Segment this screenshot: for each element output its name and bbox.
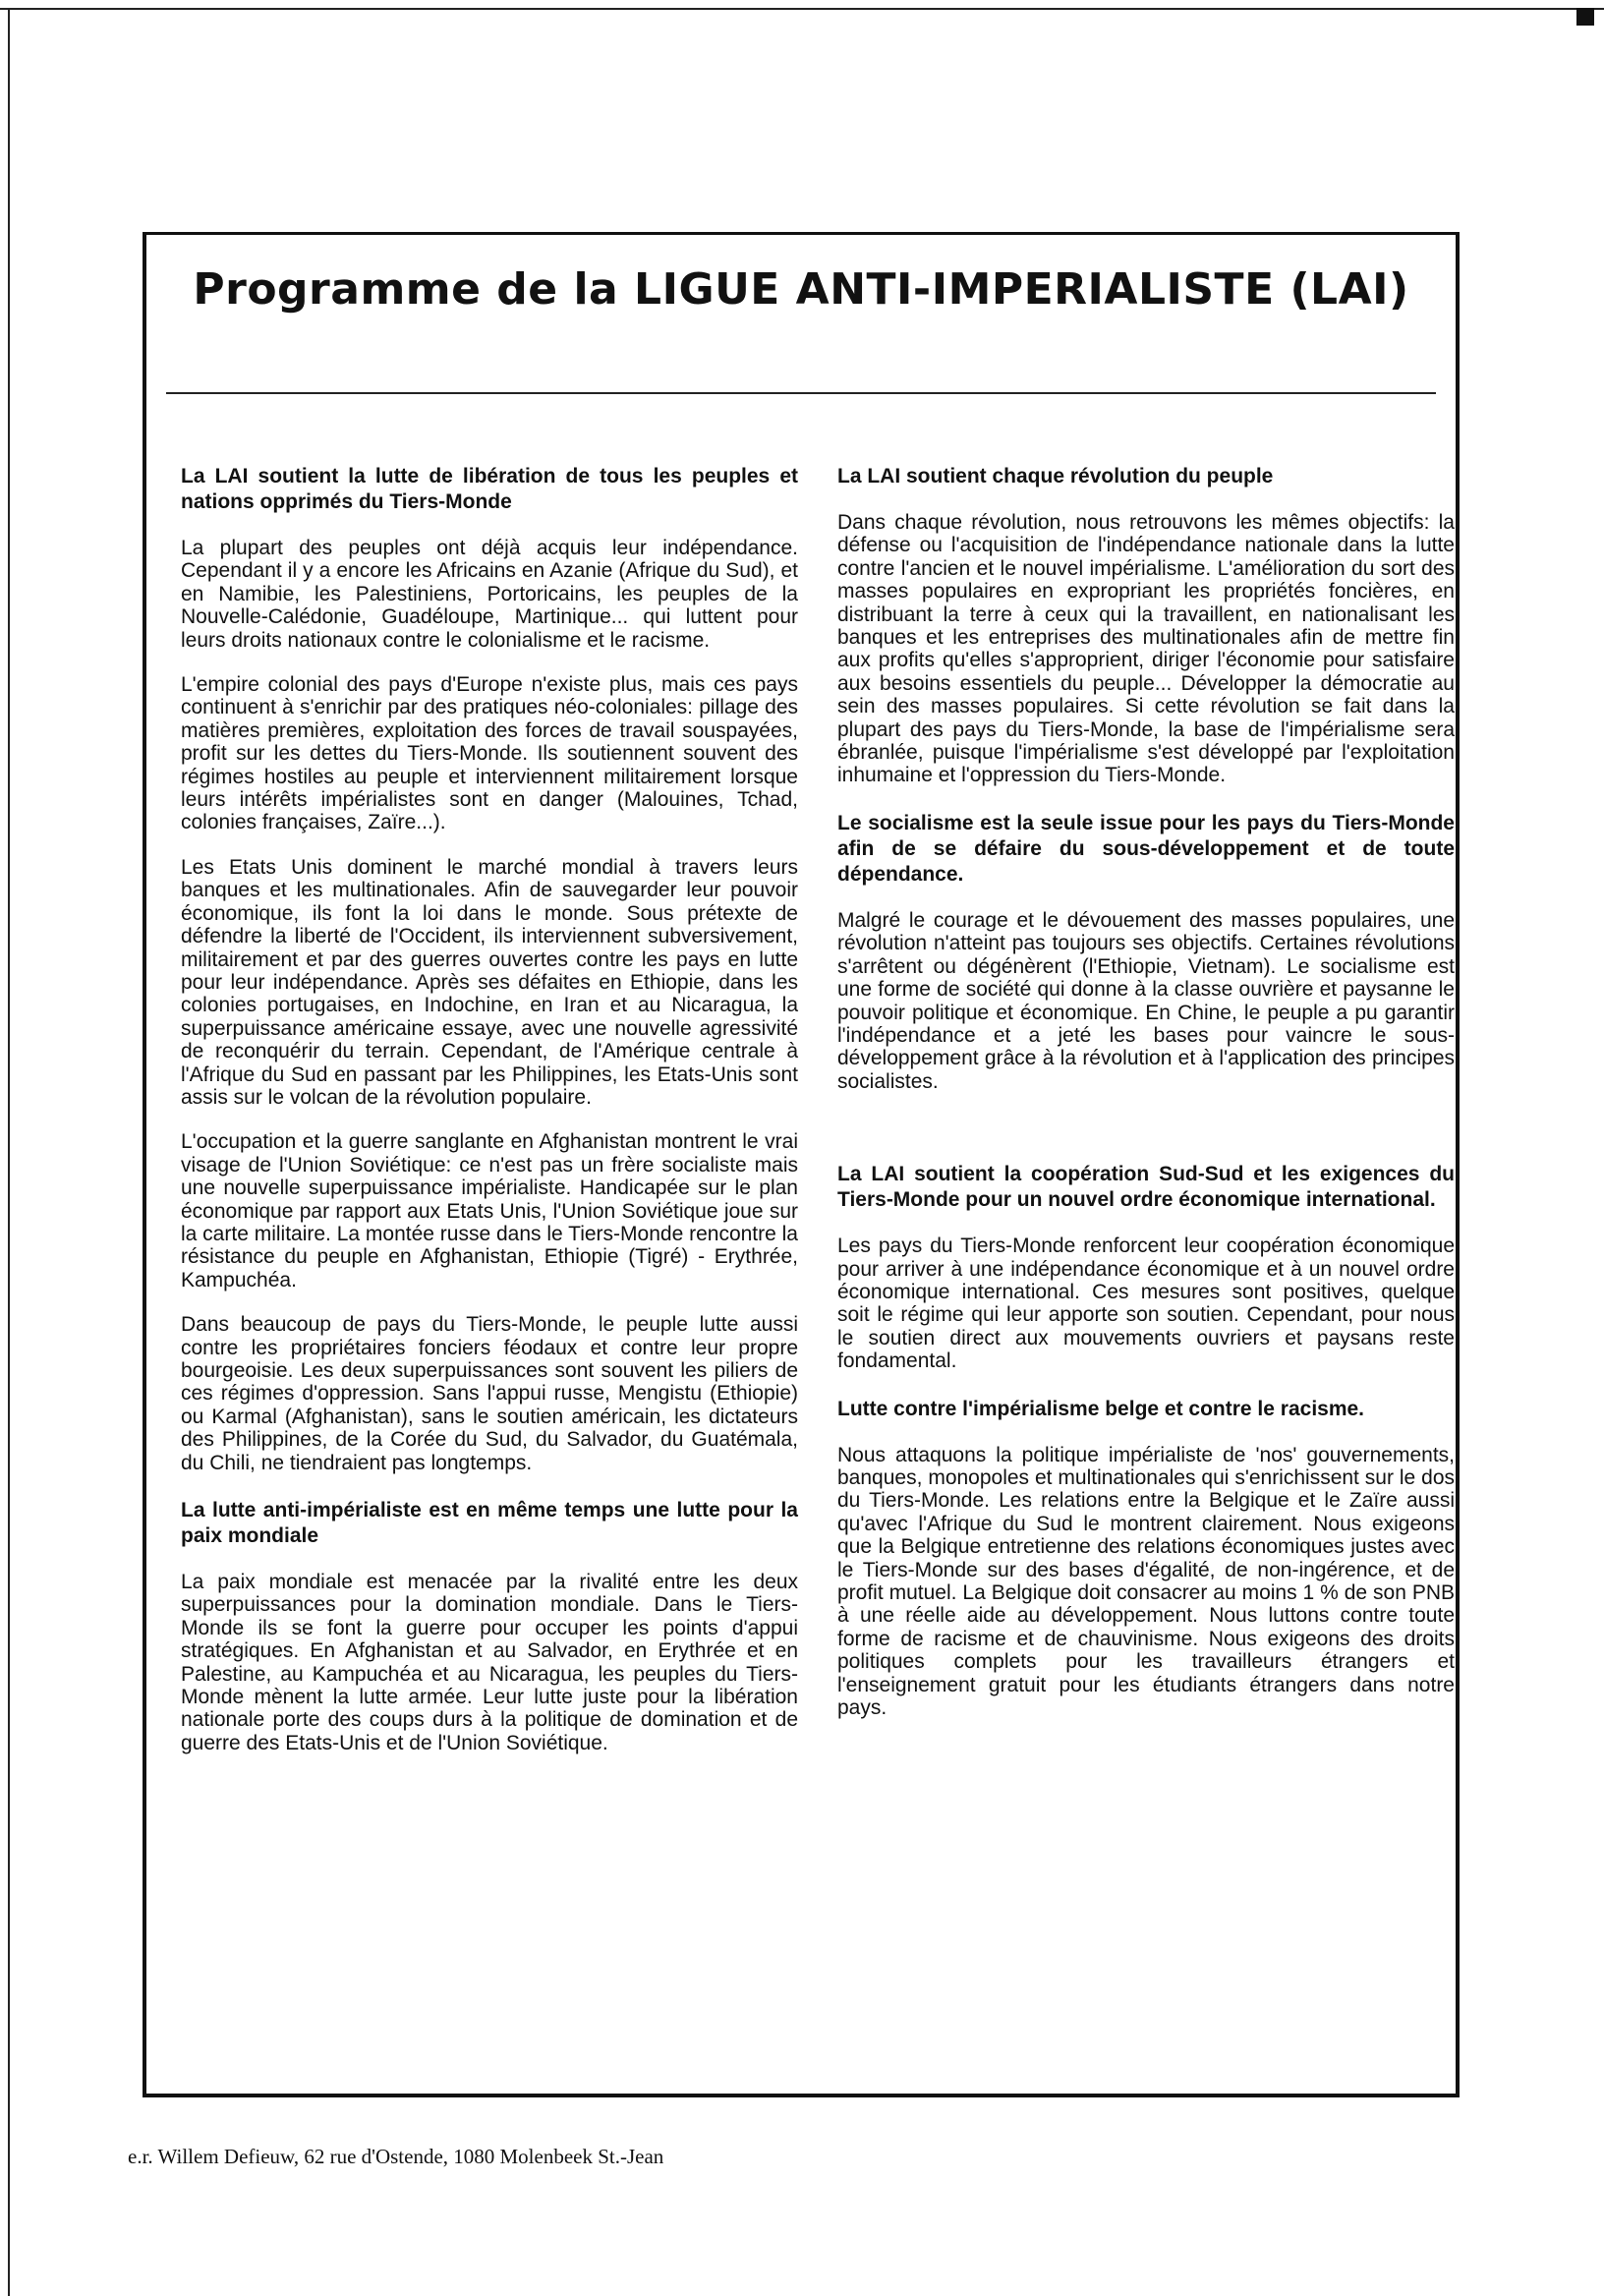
page-title: Programme de la LIGUE ANTI-IMPERIALISTE (LAI) [193,264,1409,315]
paragraph: Malgré le courage et le dévouement des masses populaires, une révolution n'atteint pas toujours ses objectifs. Certaines révolutions s'arrêtent ou dégénèrent (l'Ethiopie, Vietnam). Le socialisme est une forme de société qui donne à la classe ouvrière et paysanne le pouvoir politique et économique. En Chine, le peuple a pu garantir l'indépendance et a jeté les bases pour vaincre le sous-développement grâce à la révolution et à l'application des principes socialistes. [837,908,1455,1093]
paragraph: Nous attaquons la politique impérialiste de 'nos' gouvernements, banques, monopoles et multinationales qui s'enrichissent sur le dos du Tiers-Monde. Les relations entre la Belgique et le Zaïre aussi qu'avec l'Afrique du Sud le montrent clairement. Nous exigeons que la Belgique entretienne des relations économiques justes avec le Tiers-Monde sur des bases d'égalité, de non-ingérence, et de profit mutuel. La Belgique doit consacrer au moins 1 % de son PNB à une réelle aide au développement. Nous luttons contre toute forme de racisme et de chauvinisme. Nous exigeons des droits politiques complets pour les travailleurs étrangers et l'enseignement gratuit pour les étudiants étrangers dans notre pays. [837,1443,1455,1720]
scan-edge-left [8,8,10,2296]
section-liberation [181,464,798,1474]
right-column [837,464,1455,1743]
title-divider [166,392,1436,394]
scan-corner-mark [1576,8,1594,26]
paragraph: La plupart des peuples ont déjà acquis leur indépendance. Cependant il y a encore les Africains en Azanie (Afrique du Sud), et en Namibie, les Palestiniens, Portoricains, les peuples de la Nouvelle-Calédonie, Guadéloupe, Martinique... qui luttent pour leurs droits nationaux contre le colonialisme et le racisme. [181,537,798,652]
paragraph: La paix mondiale est menacée par la rivalité entre les deux superpuissances pour la domination mondiale. Dans le Tiers-Monde ils se font la guerre pour occuper les points d'appui stratégiques. En Afghanistan et au Salvador, en Erythrée et en Palestine, au Kampuchéa et au Nicaragua, les peuples du Tiers-Monde mènent la lutte armée. Leur lutte juste pour la libération nationale porte des coups durs à la politique de domination et de guerre des Etats-Unis et de l'Union Soviétique. [181,1571,798,1754]
column-spacer [837,1117,1455,1162]
paragraph: L'occupation et la guerre sanglante en Afghanistan montrent le vrai visage de l'Union Soviétique: ce n'est pas un frère socialiste mais une nouvelle superpuissance impérialiste. Handicapée sur le plan économique par rapport aux Etats Unis, l'Union Soviétique joue sur la carte militaire. La montée russe dans le Tiers-Monde rencontre la résistance du peuple en Afghanistan, Ethiopie (Tigré) - Erythrée, Kampuchéa. [181,1130,798,1292]
section-heading: La LAI soutient la lutte de libération de tous les peuples et nations opprimés du Tiers-Monde [181,465,798,513]
paragraph: L'empire colonial des pays d'Europe n'existe plus, mais ces pays continuent à s'enrichir par des pratiques néo-coloniales: pillage des matières premières, exploitation des forces de travail souspayées, profit sur les dettes du Tiers-Monde. Ils soutiennent souvent des régimes hostiles au peuple et interviennent militairement lorsque leurs intérêts impérialistes sont en danger (Malouines, Tchad, colonies françaises, Zaïre...). [181,673,798,834]
section-heading: La LAI soutient chaque révolution du peuple [837,465,1274,488]
paragraph: Les pays du Tiers-Monde renforcent leur coopération économique pour arriver à une indépendance économique et à un nouvel ordre économique international. Ces mesures sont positives, quelque soit le régime qui leur apporte son soutien. Cependant, pour nous le soutien direct aux mouvements ouvriers et paysans reste fondamental. [837,1234,1455,1373]
left-column [181,464,798,1778]
paragraph: Les Etats Unis dominent le marché mondial à travers leurs banques et les multinationales. Afin de sauvegarder leur pouvoir économique, ils font la loi dans le monde. Sous prétexte de défendre la liberté de l'Occident, ils interviennent subversivement, militairement et par des guerres ouvertes contre les pays en lutte pour leur indépendance. Après ses défaites en Ethiopie, dans les colonies portugaises, en Indochine, en Iran et au Nicaragua, la superpuissance américaine essaye, avec une nouvelle agressivité de reconquérir du terrain. Cependant, de l'Amérique centrale à l'Afrique du Sud en passant par les Philippines, les Etats-Unis sont assis sur le volcan de la révolution populaire. [181,855,798,1109]
paragraph: Dans beaucoup de pays du Tiers-Monde, le peuple lutte aussi contre les propriétaires fonciers féodaux et contre leur propre bourgeoisie. Les deux superpuissances sont souvent les piliers de ces régimes d'oppression. Sans l'appui russe, Mengistu (Ethiopie) ou Karmal (Afghanistan), sans le soutien américain, les dictateurs des Philippines, de la Corée du Sud, du Salvador, du Guatémala, du Chili, ne tiendraient pas longtemps. [181,1313,798,1474]
document-frame [143,232,1460,2097]
section-heading: La LAI soutient la coopération Sud-Sud et les exigences du Tiers-Monde pour un nouvel ordre économique international. [837,1163,1455,1212]
section-paix-mondiale [181,1498,798,1754]
section-heading: Le socialisme est la seule issue pour les pays du Tiers-Monde afin de se défaire du sous-développement et de toute dépendance. [837,811,1455,886]
scan-edge-top [0,8,1604,10]
section-socialisme [837,811,1455,1093]
section-imperialisme-belge [837,1397,1455,1720]
footer-publisher: e.r. Willem Defieuw, 62 rue d'Ostende, 1080 Molenbeek St.-Jean [128,2145,664,2168]
section-heading: Lutte contre l'impérialisme belge et contre le racisme. [837,1397,1365,1420]
paragraph: Dans chaque révolution, nous retrouvons les mêmes objectifs: la défense ou l'acquisition de l'indépendance nationale dans la lutte contre l'ancien et le nouvel impérialisme. L'amélioration du sort des masses populaires en expropriant les propriétés foncières, en distribuant la terre à ceux qui la travaillent, en nationalisant les banques et les entreprises des multinationales afin de mettre fin aux profits qu'elles s'approprient, diriger l'économie pour satisfaire aux besoins essentiels du peuple... Développer la démocratie au sein des masses populaires. Si cette révolution se fait dans la plupart des pays du Tiers-Monde, la base de l'impérialisme sera ébranlée, puisque l'impérialisme s'est développé par l'exploitation inhumaine et l'oppression du Tiers-Monde. [837,511,1455,787]
section-heading: La lutte anti-impérialiste est en même temps une lutte pour la paix mondiale [181,1499,798,1548]
section-revolution [837,464,1455,787]
section-cooperation [837,1162,1455,1372]
